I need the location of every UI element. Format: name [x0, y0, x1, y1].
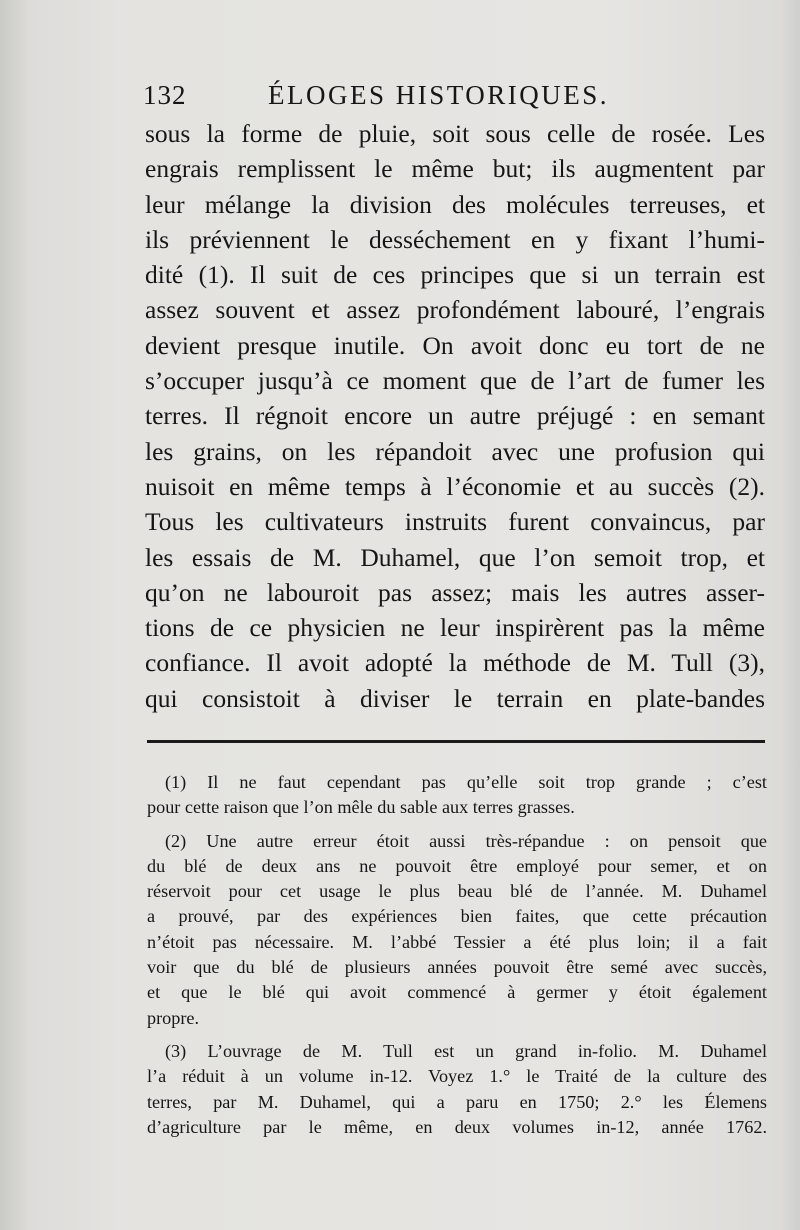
footnote-line: n’étoit pas nécessaire. M. l’abbé Tessier a été plus loin; il a fait [147, 931, 767, 952]
footnote-2 [147, 829, 767, 1031]
footnote-line: (1) Il ne faut cependant pas qu’elle soit trop grande ; c’est [165, 772, 767, 792]
footnote-3 [147, 1039, 767, 1140]
body-line: Tous les cultivateurs instruits furent convaincus, par [145, 507, 765, 537]
body-line: s’occuper jusqu’à ce moment que de l’art de fumer les [145, 366, 765, 396]
footnote-divider [147, 740, 765, 743]
page-number: 132 [143, 80, 187, 110]
body-line: tions de ce physicien ne leur inspirèrent pas la même [145, 613, 765, 643]
body-text [145, 116, 765, 716]
footnote-line: d’agriculture par le même, en deux volumes in-12, année 1762. [147, 1116, 767, 1137]
body-line: qui consistoit à diviser le terrain en plate-bandes [145, 683, 765, 713]
footnote-line: terres, par M. Duhamel, qui a paru en 1750; 2.° les Élemens [147, 1091, 767, 1112]
body-line: les grains, on les répandoit avec une profusion qui [145, 436, 765, 466]
body-line: qu’on ne labouroit pas assez; mais les autres asser- [145, 577, 765, 607]
footnote-line: du blé de deux ans ne pouvoit être employé pour semer, et on [147, 855, 767, 876]
footnote-line: (3) L’ouvrage de M. Tull est un grand in-folio. M. Duhamel [165, 1040, 767, 1061]
body-line: sous la forme de pluie, soit sous celle de rosée. Les [145, 119, 765, 148]
body-line: leur mélange la division des molécules terreuses, et [145, 189, 765, 219]
body-line: terres. Il régnoit encore un autre préjugé : en semant [145, 401, 765, 431]
footnote-1 [147, 770, 767, 821]
footnote-line: réservoit pour cet usage le plus beau blé de l’année. M. Duhamel [147, 881, 767, 902]
footnote-line: pour cette raison que l’on mêle du sable aux terres grasses. [147, 797, 575, 818]
body-line: engrais remplissent le même but; ils augmentent par [145, 154, 765, 184]
footnote-line: propre. [147, 1007, 200, 1028]
footnote-line: voir que du blé de plusieurs années pouvoit être semé avec succès, [147, 957, 767, 978]
footnote-line: l’a réduit à un volume in-12. Voyez 1.° le Traité de la culture des [147, 1066, 767, 1087]
body-line: confiance. Il avoit adopté la méthode de M. Tull (3), [145, 648, 765, 678]
footnote-line: et que le blé qui avoit commencé à germer y étoit également [147, 982, 767, 1003]
body-line: dité (1). Il suit de ces principes que si un terrain est [145, 260, 765, 290]
body-line: nuisoit en même temps à l’économie et au succès (2). [145, 471, 765, 501]
body-line: les essais de M. Duhamel, que l’on semoit trop, et [145, 542, 765, 572]
page-header [143, 80, 763, 116]
footnotes [147, 770, 767, 1140]
footnote-line: a prouvé, par des expériences bien faites, que cette précaution [147, 906, 767, 927]
body-line: assez souvent et assez profondément labouré, l’engrais [145, 295, 765, 325]
body-line: ils préviennent le desséchement en y fixant l’humi- [145, 224, 765, 254]
body-line: devient presque inutile. On avoit donc eu tort de ne [145, 330, 765, 360]
running-title: ÉLOGES HISTORIQUES. [268, 80, 610, 110]
footnote-line: (2) Une autre erreur étoit aussi très-répandue : on pensoit que [165, 830, 767, 851]
